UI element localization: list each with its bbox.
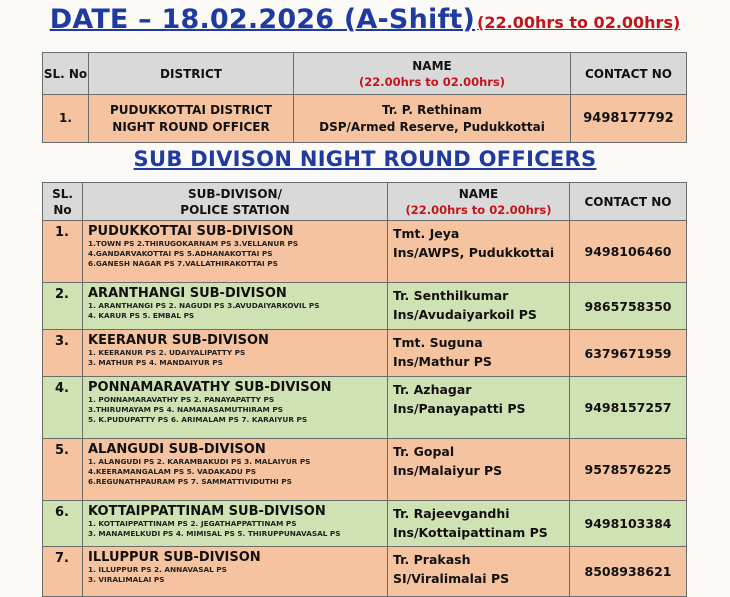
shift-hours-subtitle: (22.00hrs to 02.00hrs) xyxy=(477,13,681,32)
division-cell xyxy=(83,283,388,330)
station-line: 1.TOWN PS 2.THIRUGOKARNAM PS 3.VELLANUR PS xyxy=(88,239,299,248)
officer-designation: Ins/Mathur PS xyxy=(393,354,492,369)
table-row xyxy=(43,221,687,283)
row-sl: 5. xyxy=(43,439,83,501)
header-sl-no: SL. No xyxy=(43,53,89,95)
officer-designation: Ins/Malaiyur PS xyxy=(393,463,503,478)
row-sl: 1. xyxy=(43,221,83,283)
section-title: SUB DIVISON NIGHT ROUND OFFICERS xyxy=(133,147,597,171)
officer-name: Tmt. Jeya xyxy=(393,226,460,241)
table-row xyxy=(43,501,687,547)
sub-header-name-hours: (22.00hrs to 02.00hrs) xyxy=(405,202,552,217)
division-name: ILLUPPUR SUB-DIVISON xyxy=(88,550,261,565)
station-line: 1. ALANGUDI PS 2. KARAMBAKUDI PS 3. MALAIYUR PS xyxy=(88,457,311,466)
table-row xyxy=(43,439,687,501)
district-line2: NIGHT ROUND OFFICER xyxy=(112,119,270,134)
officer-cell xyxy=(388,501,570,547)
contact-number: 9498157257 xyxy=(570,377,687,439)
officer-designation: Ins/Panayapatti PS xyxy=(393,401,526,416)
officer-name: Tr. Senthilkumar xyxy=(393,288,509,303)
division-cell xyxy=(83,439,388,501)
sub-header-division-line2: POLICE STATION xyxy=(180,202,290,217)
page-title xyxy=(0,4,730,46)
header-name-hours: (22.00hrs to 02.00hrs) xyxy=(358,74,506,89)
header-name xyxy=(294,53,571,95)
officer-designation: Ins/Kottaipattinam PS xyxy=(393,525,548,540)
division-cell xyxy=(83,377,388,439)
officer-cell xyxy=(388,221,570,283)
station-line: 6.REGUNATHPAURAM PS 7. SAMMATTIVIDUTHI PS xyxy=(88,477,292,486)
contact-number: 9865758350 xyxy=(570,283,687,330)
header-name-label: NAME xyxy=(412,58,452,73)
district-cell xyxy=(89,95,294,143)
officer-designation: Ins/Avudaiyarkoil PS xyxy=(393,307,537,322)
table-row xyxy=(43,330,687,377)
division-name: KOTTAIPPATTINAM SUB-DIVISON xyxy=(88,504,326,519)
row-sl: 4. xyxy=(43,377,83,439)
officer-name: Tr. Rajeevgandhi xyxy=(393,506,510,521)
row-sl: 7. xyxy=(43,547,83,597)
officer-name: Tmt. Suguna xyxy=(393,335,483,350)
row-sl: 2. xyxy=(43,283,83,330)
sub-header-division-line1: SUB-DIVISON/ xyxy=(188,186,282,201)
station-line: 3. MATHUR PS 4. MANDAIYUR PS xyxy=(88,358,223,367)
division-name: PUDUKKOTTAI SUB-DIVISON xyxy=(88,224,294,239)
division-name: ALANGUDI SUB-DIVISON xyxy=(88,442,266,457)
station-line: 4.KEERAMANGALAM PS 5. VADAKADU PS xyxy=(88,467,256,476)
contact-number: 8508938621 xyxy=(570,547,687,597)
date-shift-title: DATE – 18.02.2026 (A-Shift) xyxy=(49,4,476,35)
station-line: 1. KEERANUR PS 2. UDAIYALIPATTY PS xyxy=(88,348,246,357)
sub-header-contact: CONTACT NO xyxy=(570,183,687,221)
station-line: 1. KOTTAIPPATTINAM PS 2. JEGATHAPPATTINAM PS xyxy=(88,519,297,528)
station-line: 6.GANESH NAGAR PS 7.VALLATHIRAKOTTAI PS xyxy=(88,259,278,268)
district-table-header-row xyxy=(43,53,687,95)
station-line: 1. ILLUPPUR PS 2. ANNAVASAL PS xyxy=(88,565,227,574)
officer-name: Tr. Gopal xyxy=(393,444,455,459)
district-officer-cell xyxy=(294,95,571,143)
sub-header-name xyxy=(388,183,570,221)
division-cell xyxy=(83,330,388,377)
sub-header-division xyxy=(83,183,388,221)
district-officer-name: Tr. P. Rethinam xyxy=(381,102,483,117)
district-sl: 1. xyxy=(43,95,89,143)
table-row xyxy=(43,377,687,439)
district-officer-row xyxy=(43,95,687,143)
district-officer-table xyxy=(42,52,687,143)
sub-division-table xyxy=(42,182,687,597)
district-officer-designation: DSP/Armed Reserve, Pudukkottai xyxy=(319,119,545,134)
division-cell xyxy=(83,501,388,547)
station-line: 4. KARUR PS 5. EMBAL PS xyxy=(88,311,195,320)
officer-cell xyxy=(388,330,570,377)
sub-table-header-row xyxy=(43,183,687,221)
station-line: 1. PONNAMARAVATHY PS 2. PANAYAPATTY PS xyxy=(88,395,275,404)
division-cell xyxy=(83,547,388,597)
sub-header-sl-no: SL. No xyxy=(43,183,83,221)
table-row xyxy=(43,547,687,597)
station-line: 3. VIRALIMALAI PS xyxy=(88,575,165,584)
station-line: 3. MANAMELKUDI PS 4. MIMISAL PS 5. THIRUPPUNAVASAL PS xyxy=(88,529,341,538)
officer-name: Tr. Prakash xyxy=(393,552,471,567)
row-sl: 6. xyxy=(43,501,83,547)
officer-cell xyxy=(388,283,570,330)
division-name: ARANTHANGI SUB-DIVISON xyxy=(88,286,287,301)
division-name: PONNAMARAVATHY SUB-DIVISON xyxy=(88,380,332,395)
division-name: KEERANUR SUB-DIVISON xyxy=(88,333,269,348)
header-contact: CONTACT NO xyxy=(571,53,687,95)
station-line: 4.GANDARVAKOTTAI PS 5.ADHANAKOTTAI PS xyxy=(88,249,273,258)
contact-number: 9498106460 xyxy=(570,221,687,283)
table-row xyxy=(43,283,687,330)
station-line: 1. ARANTHANGI PS 2. NAGUDI PS 3.AVUDAIYARKOVIL PS xyxy=(88,301,320,310)
row-sl: 3. xyxy=(43,330,83,377)
contact-number: 9498103384 xyxy=(570,501,687,547)
district-contact: 9498177792 xyxy=(571,95,687,143)
division-cell xyxy=(83,221,388,283)
officer-name: Tr. Azhagar xyxy=(393,382,472,397)
officer-cell xyxy=(388,377,570,439)
station-line: 5. K.PUDUPATTY PS 6. ARIMALAM PS 7. KARAIYUR PS xyxy=(88,415,308,424)
officer-designation: Ins/AWPS, Pudukkottai xyxy=(393,245,555,260)
contact-number: 6379671959 xyxy=(570,330,687,377)
sub-header-name-label: NAME xyxy=(458,186,499,201)
station-line: 3.THIRUMAYAM PS 4. NAMANASAMUTHIRAM PS xyxy=(88,405,283,414)
district-line1: PUDUKKOTTAI DISTRICT xyxy=(109,102,273,117)
officer-designation: SI/Viralimalai PS xyxy=(393,571,510,586)
header-district: DISTRICT xyxy=(89,53,294,95)
officer-cell xyxy=(388,547,570,597)
contact-number: 9578576225 xyxy=(570,439,687,501)
officer-cell xyxy=(388,439,570,501)
